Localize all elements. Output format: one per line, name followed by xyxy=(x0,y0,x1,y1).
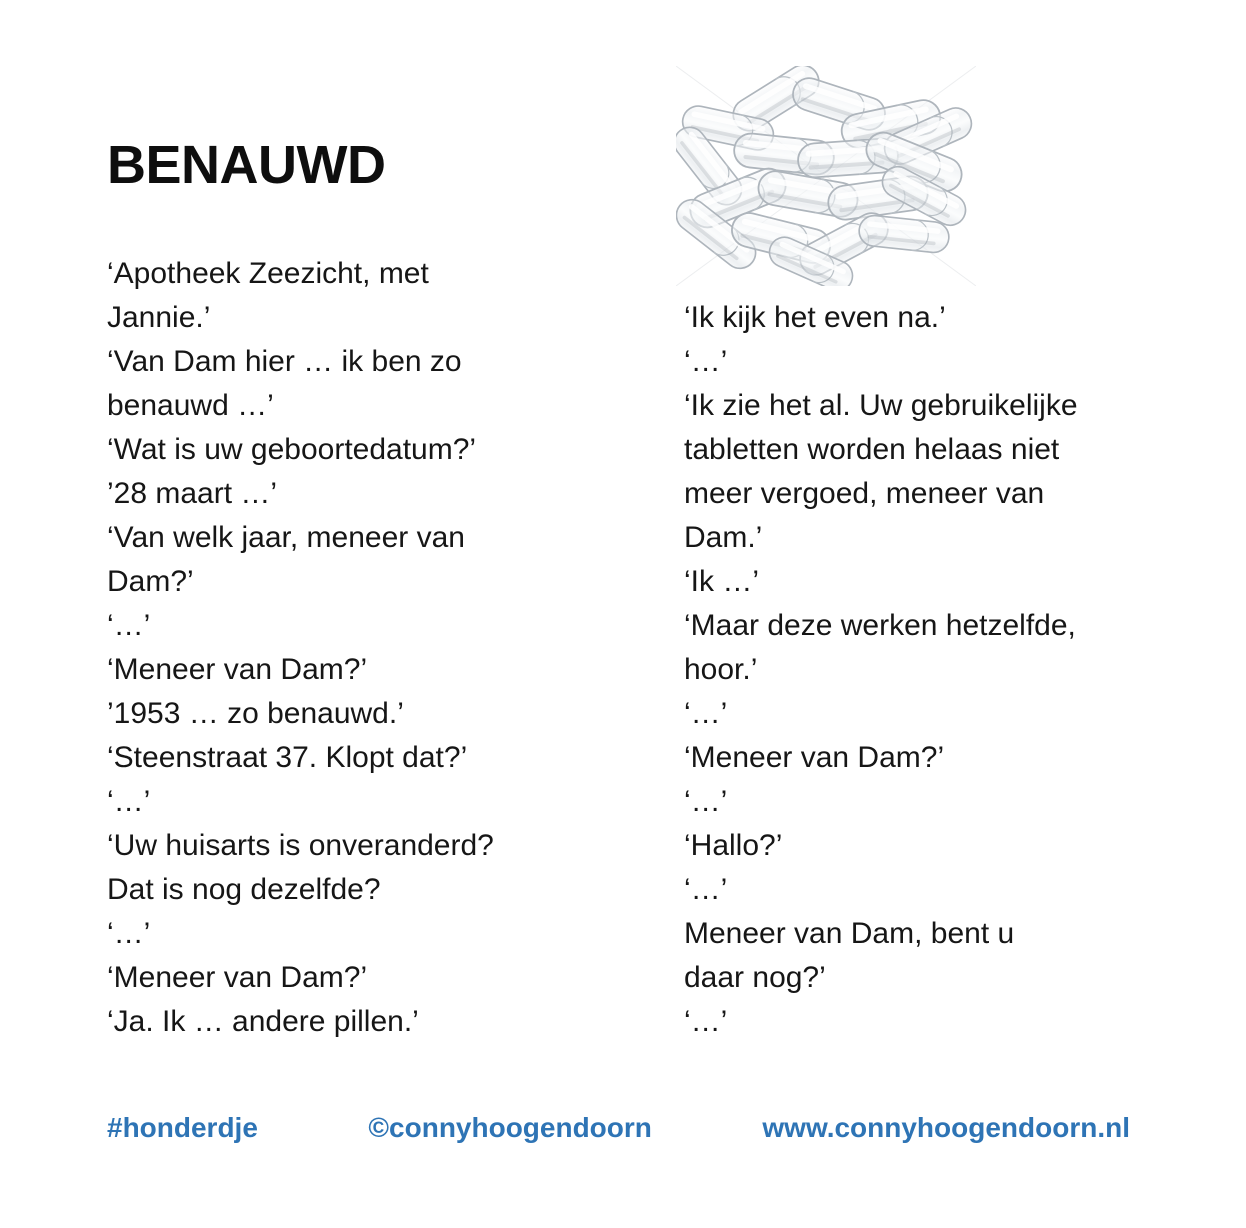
footer xyxy=(107,1112,1130,1144)
story-line: ‘Van welk jaar, meneer van xyxy=(107,521,465,554)
story-line: ‘…’ xyxy=(684,785,728,818)
story-line: ‘Van Dam hier … ik ben zo xyxy=(107,345,462,378)
story-line: ‘…’ xyxy=(684,345,728,378)
capsules-image xyxy=(676,66,976,286)
story-line: meer vergoed, meneer van xyxy=(684,477,1045,510)
footer-website: www.connyhoogendoorn.nl xyxy=(762,1112,1130,1143)
story-line: ‘Meneer van Dam?’ xyxy=(107,961,368,994)
story-line: hoor.’ xyxy=(684,653,758,686)
story-line: ‘Meneer van Dam?’ xyxy=(107,653,368,686)
footer-copyright: ©connyhoogendoorn xyxy=(368,1112,652,1143)
story-line: ‘Ik …’ xyxy=(684,565,759,598)
story-line: ‘…’ xyxy=(684,697,728,730)
story-line: ‘Meneer van Dam?’ xyxy=(684,741,945,774)
story-line: ’28 maart …’ xyxy=(107,477,278,510)
story-line: ‘…’ xyxy=(107,917,151,950)
story-line: ‘Maar deze werken hetzelfde, xyxy=(684,609,1076,642)
story-line: ‘Hallo?’ xyxy=(684,829,783,862)
story-line: Dam.’ xyxy=(684,521,763,554)
story-line: ‘…’ xyxy=(107,609,151,642)
story-line: ‘…’ xyxy=(684,873,728,906)
story-line: ‘Steenstraat 37. Klopt dat?’ xyxy=(107,741,468,774)
story-line: ‘…’ xyxy=(107,785,151,818)
story-line: daar nog?’ xyxy=(684,961,826,994)
story-line: benauwd …’ xyxy=(107,389,274,422)
story-line: ‘Uw huisarts is onveranderd? xyxy=(107,829,494,862)
story-line: Dam?’ xyxy=(107,565,194,598)
story-line: ‘Ik zie het al. Uw gebruikelijke xyxy=(684,389,1078,422)
story-line: Dat is nog dezelfde? xyxy=(107,873,381,906)
story-line: Jannie.’ xyxy=(107,301,211,334)
story-line: ‘Ik kijk het even na.’ xyxy=(684,301,946,334)
story-line: Meneer van Dam, bent u xyxy=(684,917,1015,950)
story-line: tabletten worden helaas niet xyxy=(684,433,1060,466)
story-line: ’1953 … zo benauwd.’ xyxy=(107,697,404,730)
story-line: ‘Apotheek Zeezicht, met xyxy=(107,257,429,290)
story-line: ‘Wat is uw geboortedatum?’ xyxy=(107,433,477,466)
story-line: ‘Ja. Ik … andere pillen.’ xyxy=(107,1005,419,1038)
capsules-illustration xyxy=(676,66,976,286)
footer-hashtag: #honderdje xyxy=(107,1112,258,1143)
right-column xyxy=(684,296,1164,1044)
story-line: ‘…’ xyxy=(684,1005,728,1038)
left-column xyxy=(107,252,627,1044)
page-title: BENAUWD xyxy=(107,135,386,195)
